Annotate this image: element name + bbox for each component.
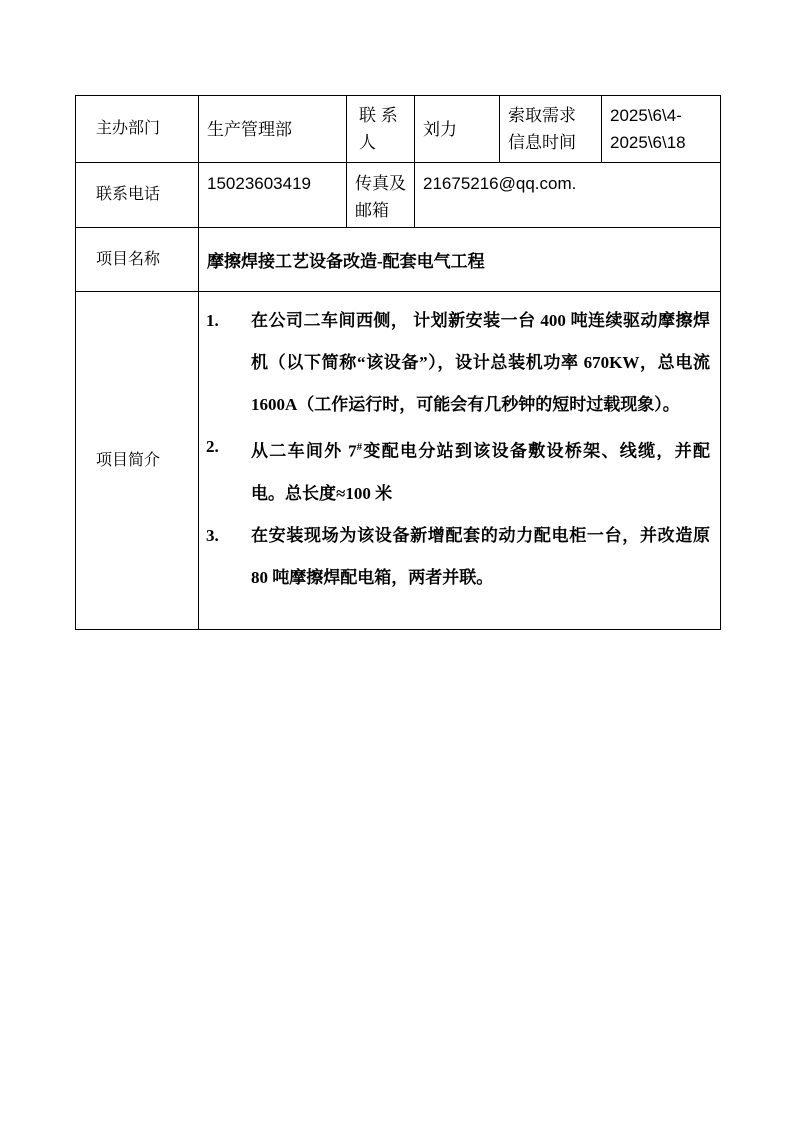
item-text <box>251 426 710 515</box>
item-number: 1. <box>206 311 219 330</box>
fax-email-value: 21675216@qq.com. <box>423 174 577 193</box>
contact-person-value-cell <box>415 96 500 163</box>
project-name-value-cell <box>199 228 721 292</box>
item-text: 在公司二车间西侧， 计划新安装一台 400 吨连续驱动摩擦焊机（以下简称“该设备”），设计总装机功率 670KW，总电流 1600A（工作运行时，可能会有几秒钟的短时过载现象）。 <box>251 311 710 414</box>
fax-email-label-line1: 传真及 <box>355 174 406 193</box>
project-name-label: 项目名称 <box>96 250 161 268</box>
item-text: 在安装现场为该设备新增配套的动力配电柜一台，并改造原 80 吨摩擦焊配电箱，两者并联。 <box>251 525 710 587</box>
item-text-superscript: # <box>356 441 363 453</box>
request-time-value-line2: 2025\6\18 <box>610 133 686 152</box>
request-time-label-cell <box>500 96 602 163</box>
phone-label-cell <box>76 163 199 228</box>
intro-item-2 <box>206 426 710 515</box>
request-time-value-line1: 2025\6\4- <box>610 106 682 125</box>
project-intro-label: 项目简介 <box>96 451 161 469</box>
project-info-table <box>75 95 721 630</box>
phone-row <box>76 163 721 228</box>
project-intro-content-cell <box>199 292 721 630</box>
phone-value: 15023603419 <box>207 174 312 193</box>
item-number: 3. <box>206 525 219 545</box>
contact-person-label-cell <box>347 96 415 163</box>
fax-email-label-cell <box>347 163 415 228</box>
contact-row <box>76 96 721 163</box>
intro-item-3 <box>206 515 710 599</box>
contact-person-label-line1: 联 系 <box>359 106 398 125</box>
phone-value-cell <box>199 163 347 228</box>
item-number: 2. <box>206 437 219 456</box>
dept-label: 主办部门 <box>96 120 161 137</box>
request-time-label-line1: 索取需求 <box>508 106 576 125</box>
dept-label-cell <box>76 96 199 163</box>
project-intro-label-cell <box>76 292 199 630</box>
dept-value: 生产管理部 <box>207 119 292 139</box>
project-name-label-cell <box>76 228 199 292</box>
fax-email-label-line2: 邮箱 <box>355 201 389 220</box>
intro-item-1 <box>206 300 710 426</box>
fax-email-value-cell <box>415 163 721 228</box>
contact-person-value: 刘力 <box>423 119 457 139</box>
project-name-row <box>76 228 721 292</box>
request-time-label-line2: 信息时间 <box>508 133 576 152</box>
project-intro-row <box>76 292 721 630</box>
dept-value-cell <box>199 96 347 163</box>
item-text-pre: 从二车间外 7 <box>251 441 357 461</box>
request-time-value-cell <box>602 96 721 163</box>
contact-person-label-line2: 人 <box>359 133 376 152</box>
item-text-post: 变配电分站到该设备敷设桥架、线缆，并配电。总长度≈100 米 <box>251 441 711 503</box>
project-name-value: 摩擦焊接工艺设备改造-配套电气工程 <box>207 252 485 271</box>
phone-label: 联系电话 <box>96 186 161 203</box>
